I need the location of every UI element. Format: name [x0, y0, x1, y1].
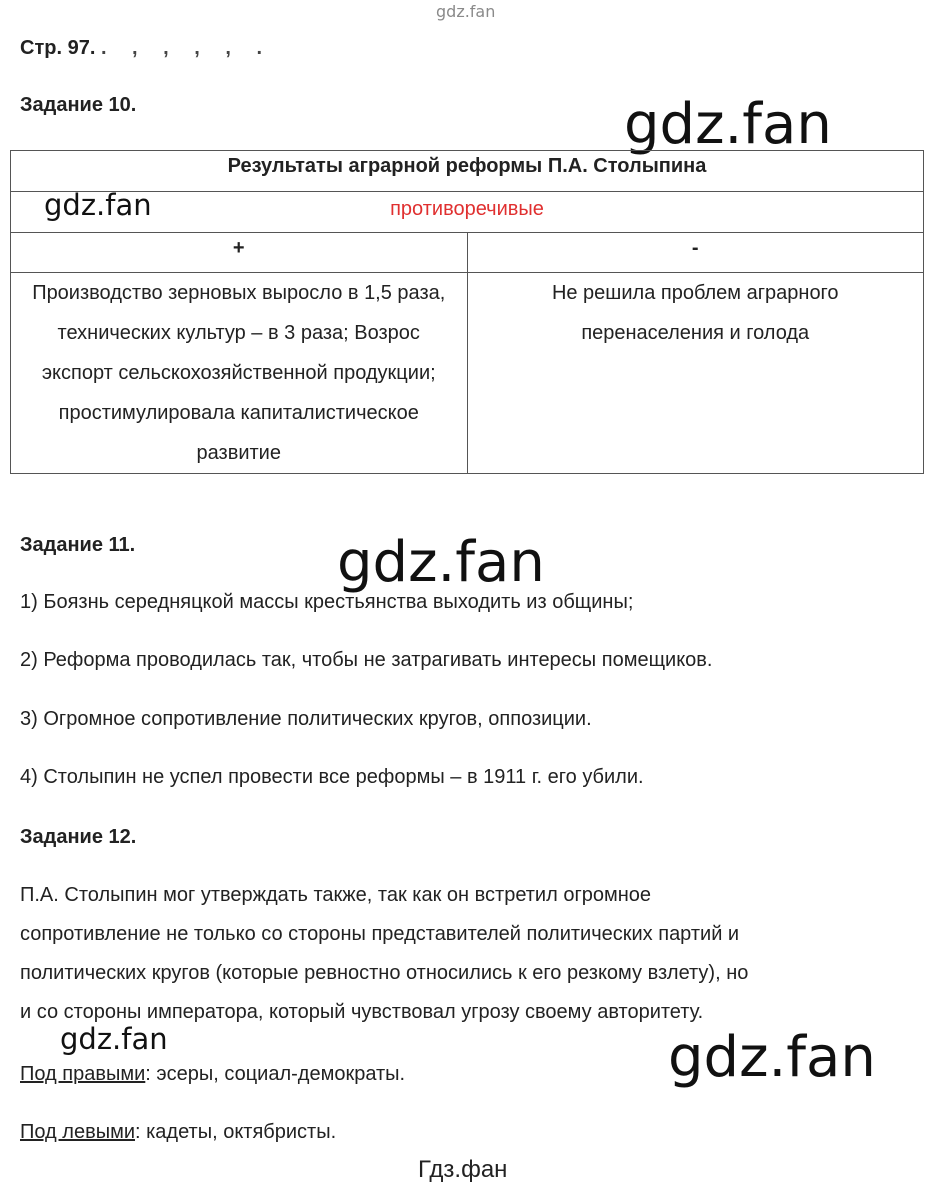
left-parties-line — [20, 1121, 920, 1144]
page-number: Стр. 97. — [20, 37, 96, 59]
list-item: 4) Столыпин не успел провести все реформы – в 1911 г. его убили. — [20, 766, 644, 788]
page-header-garbled: . , , , , . — [100, 37, 273, 59]
watermark-top: gdz.fan — [436, 2, 496, 21]
task12-paragraph: П.А. Столыпин мог утверждать также, так как он встретил огромное сопротивление не только со стороны представителей политических партий и политических кругов (которые ревностно относились к его резкому взлету), но и со стороны императора, который чувствовал угрозу своему авторитету. — [20, 884, 749, 1023]
list-item: 2) Реформа проводилась так, чтобы не затрагивать интересы помещиков. — [20, 649, 713, 671]
table-plus-header: + — [11, 233, 468, 273]
table-minus-cell — [467, 273, 924, 474]
plus-text: Производство зерновых выросло в 1,5 раза, технических культур – в 3 раза; Возрос экспорт сельскохозяйственной продукции; простимулировала капиталистическое развитие — [32, 282, 446, 464]
watermark: gdz.fan — [624, 92, 832, 157]
list-item: 1) Боязнь середняцкой массы крестьянства выходить из общины; — [20, 591, 634, 613]
table-evaluation: противоречивые — [11, 192, 924, 233]
list-item: 3) Огромное сопротивление политических кругов, оппозиции. — [20, 708, 592, 730]
task10-title: Задание 10. — [20, 94, 137, 116]
watermark: gdz.fan — [60, 1022, 168, 1056]
right-parties-line — [20, 1063, 920, 1086]
results-table — [10, 150, 924, 474]
left-label: Под левыми — [20, 1121, 135, 1143]
footer-watermark: Гдз.фан — [418, 1156, 508, 1183]
table-minus-header: - — [467, 233, 924, 273]
watermark: gdz.fan — [337, 530, 545, 595]
right-label: Под правыми — [20, 1063, 146, 1085]
right-value: : эсеры, социал-демократы. — [145, 1063, 406, 1085]
task11-title: Задание 11. — [20, 534, 136, 556]
page-header — [20, 37, 272, 60]
left-value: : кадеты, октябристы. — [135, 1121, 337, 1143]
watermark: gdz.fan — [44, 188, 152, 222]
minus-text: Не решила проблем аграрного перенаселения и голода — [551, 282, 839, 344]
table-heading: Результаты аграрной реформы П.А. Столыпина — [11, 151, 924, 192]
watermark: gdz.fan — [668, 1025, 876, 1090]
task12-title: Задание 12. — [20, 826, 137, 848]
table-plus-cell — [11, 273, 468, 474]
